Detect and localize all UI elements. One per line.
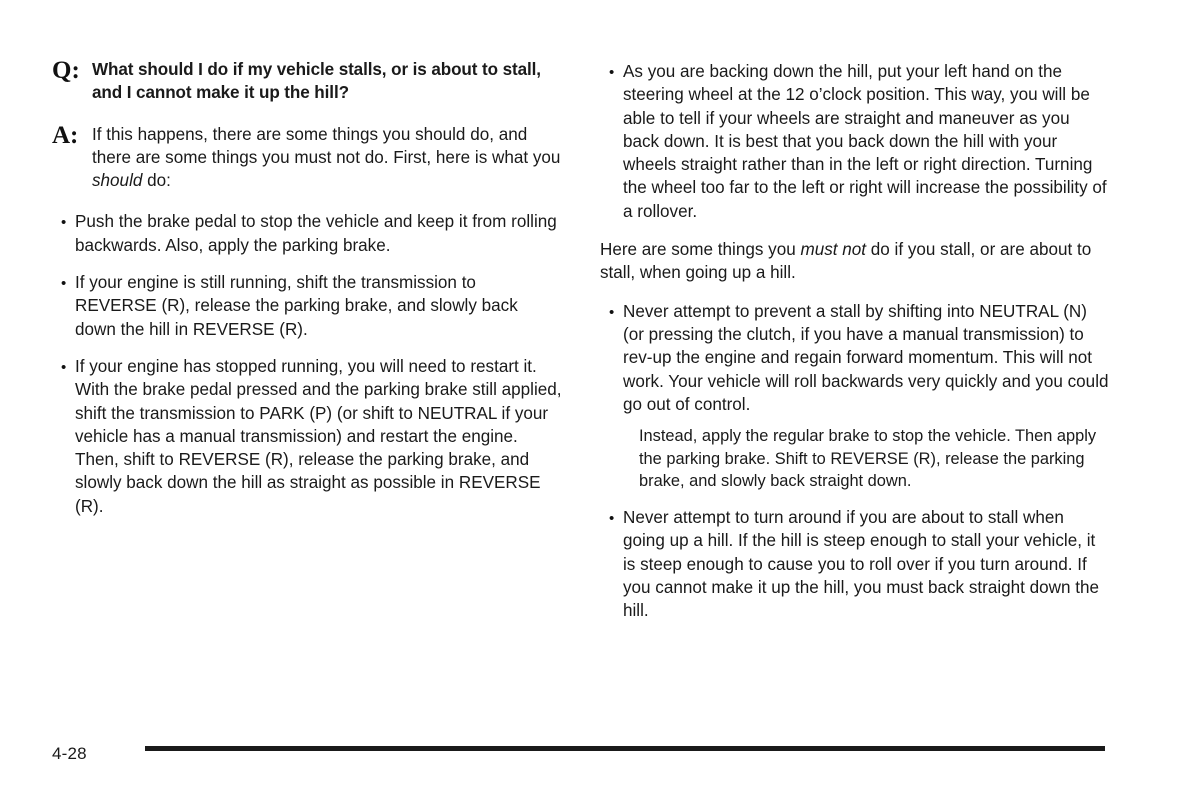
question-marker: Q: <box>52 57 80 84</box>
list-item-text: If your engine has stopped running, you will need to restart it. With the brake pedal pressed and the parking brake still applied, shift the transmission to PARK (P) (or shift to NEUTRAL if your vehicle has a manual transmission) and restart the engine. Then, shift to REVERSE (R), release the parking brake, and slowly back down the hill as straight as possible in REVERSE (R). <box>75 356 562 516</box>
bullet-icon <box>52 271 75 295</box>
intro-paragraph-part1: Here are some things you <box>600 240 801 260</box>
bullet-icon <box>52 210 75 234</box>
intro-paragraph-italic-word: must not <box>800 240 867 260</box>
list-item-text: As you are backing down the hill, put your left hand on the steering wheel at the 12 o’clock position. This way, you will be able to tell if your wheels are straight and maneuver as you back down. It is best that you back down the hill with your wheels straight rather than in the left or right direction. Turning the wheel too far to the left or right will increase the possibility of a rollover. <box>623 62 1107 221</box>
answer-text <box>92 123 562 193</box>
list-item-text: Never attempt to turn around if you are about to stall when going up a hill. If the hill is steep enough to stall your vehicle, it is steep enough to cause you to roll over if you turn around. If you cannot make it up the hill, you must back straight down the hill. <box>623 507 1100 621</box>
intro-paragraph-part2: do if you stall, or are about to stall, when going up a hill. <box>600 240 1092 283</box>
answer-marker: A: <box>52 121 79 149</box>
right-column <box>600 60 1110 622</box>
answer-block <box>52 123 562 193</box>
list-item-text: If your engine is still running, shift the transmission to REVERSE (R), release the parking brake, and slowly back down the hill in REVERSE (R). <box>75 273 518 339</box>
list-item <box>600 60 1110 223</box>
list-item <box>52 210 562 257</box>
bullet-icon <box>600 300 623 324</box>
page-footer <box>0 735 1200 775</box>
answer-text-part2: do: <box>142 171 171 191</box>
question-text: What should I do if my vehicle stalls, or is about to stall, and I cannot make it up the hill? <box>92 60 541 103</box>
list-item <box>52 271 562 341</box>
bullet-icon <box>600 60 623 84</box>
bullet-icon <box>52 355 75 379</box>
list-item <box>52 355 562 518</box>
bullet-icon <box>600 506 623 530</box>
list-item-text: Never attempt to prevent a stall by shifting into NEUTRAL (N) (or pressing the clutch, if you have a manual transmission) to rev-up the engine and regain forward momentum. This will not work. Your vehicle will roll backwards very quickly and you could go out of control. <box>623 301 1109 414</box>
answer-italic-word: should <box>92 171 143 191</box>
footer-divider <box>145 746 1105 751</box>
answer-text-part1: If this happens, there are some things you should do, and there are some things you must not do. First, here is what you <box>92 124 561 167</box>
list-item <box>600 506 1110 622</box>
list-item <box>600 300 1110 416</box>
page-number: 4-28 <box>52 744 87 763</box>
left-column <box>52 58 562 518</box>
list-item-text: Push the brake pedal to stop the vehicle and keep it from rolling backwards. Also, apply the parking brake. <box>75 212 557 255</box>
question-block <box>52 58 562 105</box>
intro-paragraph <box>600 238 1110 285</box>
continuation-paragraph: Instead, apply the regular brake to stop the vehicle. Then apply the parking brake. Shift to REVERSE (R), release the parking brake, and slowly back straight down. <box>639 427 1097 491</box>
